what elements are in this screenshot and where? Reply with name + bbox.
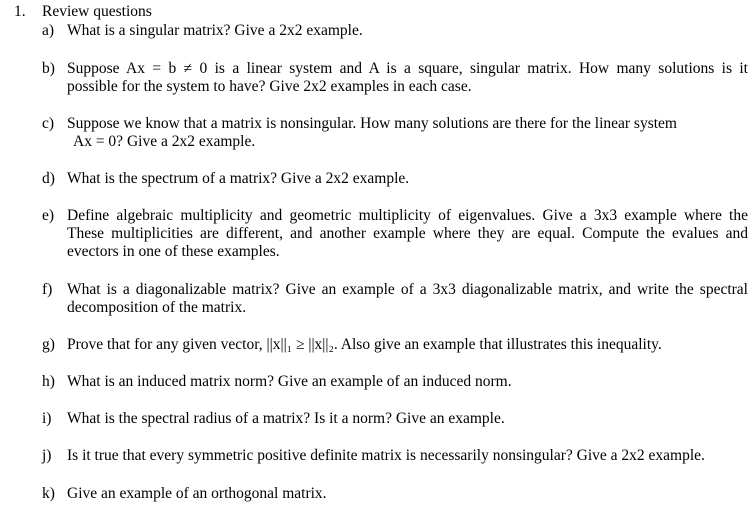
question-label: k): [42, 485, 55, 502]
question-a: [42, 22, 748, 40]
question-text: These multiplicities are different, and another example where they are equal. Compute the evalues and: [67, 225, 748, 242]
question-c: [42, 115, 748, 151]
question-label: d): [42, 170, 55, 187]
question-label: c): [42, 115, 55, 132]
question-text: What is the spectrum of a matrix? Give a 2x2 example.: [67, 170, 410, 187]
section-number: 1.: [14, 3, 26, 20]
question-text: Suppose Ax = b ≠ 0 is a linear system and A is a square, singular matrix. How many solutions is it: [67, 60, 748, 77]
question-text: Prove that for any given vector, ||x||₁ ≥ ||x||₂. Also give an example that illustrates this inequality.: [67, 336, 662, 353]
question-text: possible for the system to have? Give 2x2 examples in each case.: [67, 78, 472, 95]
question-text: evectors in one of these examples.: [67, 243, 280, 260]
question-label: e): [42, 207, 55, 224]
question-text: What is the spectral radius of a matrix? Is it a norm? Give an example.: [67, 410, 505, 427]
question-label: a): [42, 22, 55, 39]
question-label: j): [42, 447, 52, 464]
question-k: [42, 485, 748, 503]
question-e: [42, 207, 748, 261]
question-text: Is it true that every symmetric positive definite matrix is necessarily nonsingular? Give a 2x2 example.: [67, 447, 705, 464]
question-text: What is a singular matrix? Give a 2x2 example.: [67, 22, 363, 39]
section-title: Review questions: [42, 3, 152, 20]
question-j: [42, 447, 748, 465]
question-label: f): [42, 281, 53, 298]
question-h: [42, 373, 748, 391]
question-i: [42, 410, 748, 428]
question-text: Suppose we know that a matrix is nonsingular. How many solutions are there for the linear system: [67, 115, 677, 132]
question-label: b): [42, 60, 55, 77]
question-d: [42, 170, 748, 188]
question-text: Define algebraic multiplicity and geometric multiplicity of eigenvalues. Give a 3x3 example where the: [67, 207, 748, 224]
question-text: Give an example of an orthogonal matrix.: [67, 485, 327, 502]
question-label: i): [42, 410, 52, 427]
question-text: What is a diagonalizable matrix? Give an example of a 3x3 diagonalizable matrix, and write the spectral: [67, 281, 748, 298]
question-text: decomposition of the matrix.: [67, 299, 247, 316]
question-f: [42, 281, 748, 317]
question-b: [42, 60, 748, 96]
question-label: g): [42, 336, 55, 353]
question-text: What is an induced matrix norm? Give an example of an induced norm.: [67, 373, 512, 390]
question-label: h): [42, 373, 55, 390]
question-g: [42, 336, 748, 354]
question-text: Ax = 0? Give a 2x2 example.: [73, 133, 256, 150]
section-heading: [14, 3, 152, 21]
